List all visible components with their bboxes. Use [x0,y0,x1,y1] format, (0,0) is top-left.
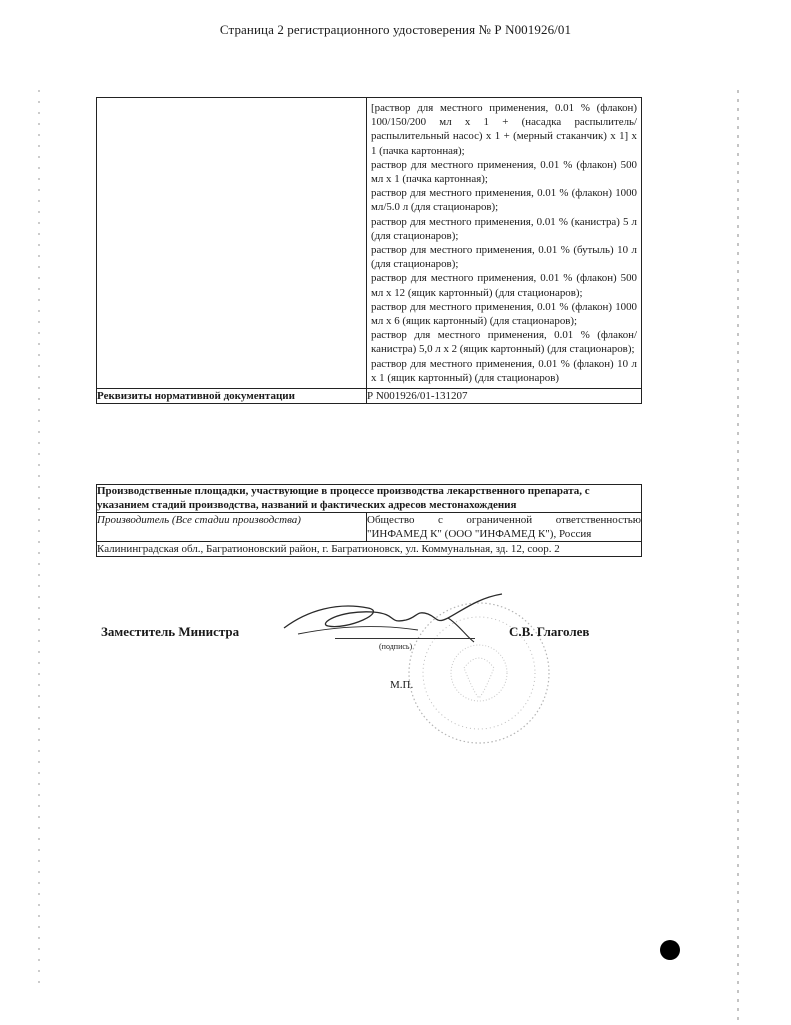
packaging-line: раствор для местного применения, 0.01 % (флакон) 1000 мл х 6 (ящик картонный) (для стационаров); [371,300,637,328]
signature-block [101,622,641,662]
requisites-label: Реквизиты нормативной документации [97,389,367,404]
packaging-row [97,98,642,389]
requisites-row [97,389,642,404]
signer-position: Заместитель Министра [101,624,240,639]
packaging-line: раствор для местного применения, 0.01 % (флакон) 1000 мл/5.0 л (для стационаров); [371,187,637,214]
production-sites-table [96,484,642,557]
requisites-value: Р N001926/01-131207 [367,389,642,404]
manufacturer-address: Калининградская обл., Багратионовский район, г. Багратионовск, ул. Коммунальная, зд. 12, соор. 2 [97,542,642,557]
scan-edge-right [737,90,739,1020]
packaging-line: [раствор для местного применения, 0.01 % (флакон) 100/150/200 мл х 1 + (насадка распылитель/распылительный насос) х 1 + (мерный стаканчик) х 1] х 1 (пачка картонная); [371,102,637,157]
address-row [97,542,642,557]
packaging-cell [367,98,642,389]
packaging-empty-cell [97,98,367,389]
manufacturer-label: Производитель (Все стадии производства) [97,513,367,542]
packaging-table [96,97,642,404]
packaging-line: раствор для местного применения, 0.01 % (флакон) 10 л х 1 (ящик картонный) (для стационаров) [371,357,637,384]
packaging-line: раствор для местного применения, 0.01 % (флакон/канистра) 5,0 л х 2 (ящик картонный) (для стационаров); [371,329,637,356]
black-dot-mark [660,940,680,960]
page-header: Страница 2 регистрационного удостоверения № Р N001926/01 [219,22,572,37]
packaging-line: раствор для местного применения, 0.01 % (бутыль) 10 л (для стационаров); [371,244,637,271]
sites-title-row [97,485,642,513]
scan-edge-left [38,90,40,990]
sites-title: Производственные площадки, участвующие в процессе производства лекарственного препарата, с указанием стадий производства, названий и фактических адресов местонахождения [97,485,642,513]
manufacturer-value: Общество с ограниченной ответственностью "ИНФАМЕД К" (ООО "ИНФАМЕД К"), Россия [367,514,641,540]
signature-caption: (подпись) [379,642,413,651]
signature-line [335,638,475,639]
stamp-place-label: М.П. [390,679,414,691]
packaging-list [367,98,641,388]
manufacturer-row [97,513,642,542]
packaging-line: раствор для местного применения, 0.01 % (флакон) 500 мл х 1 (пачка картонная); [371,158,637,186]
packaging-line: раствор для местного применения, 0.01 % (флакон) 500 мл х 12 (ящик картонный) (для стационаров); [371,272,637,299]
signer-name: С.В. Глаголев [509,624,590,639]
packaging-line: раствор для местного применения, 0.01 % (канистра) 5 л (для стационаров); [371,215,637,242]
